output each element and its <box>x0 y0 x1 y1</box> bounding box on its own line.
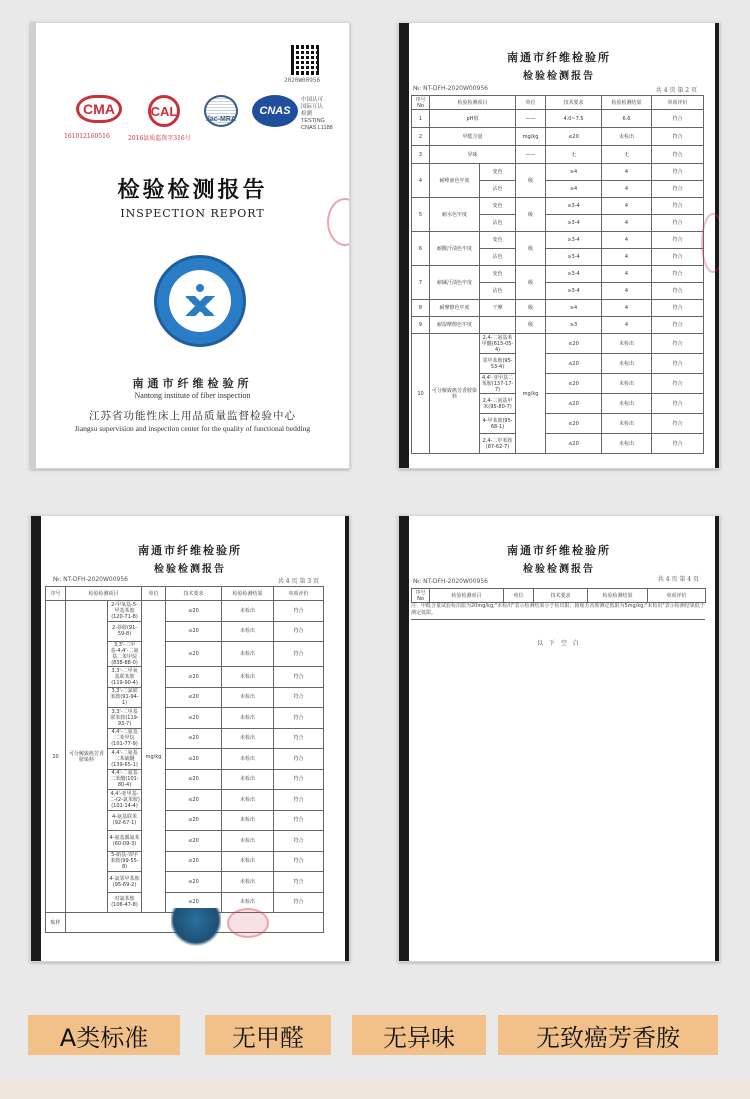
table-row <box>412 164 704 181</box>
table-cell: 耐摩擦色牢度 <box>430 300 480 317</box>
table-cell: 单项评价 <box>648 589 706 603</box>
feature-no-odor: 无异味 <box>352 1015 486 1055</box>
table-cell: 符合 <box>274 728 324 749</box>
table-header-row <box>412 96 704 110</box>
table-cell: 未检出 <box>222 601 274 622</box>
report-cover-page <box>30 22 350 469</box>
table-cell: 技术要求 <box>546 96 602 110</box>
table-cell: 6 <box>412 232 430 266</box>
report-page-2 <box>398 22 720 469</box>
table-cell: 符合 <box>274 790 324 811</box>
table-cell: 符合 <box>652 374 704 394</box>
table-cell: 无 <box>546 146 602 164</box>
table-cell: 符合 <box>652 414 704 434</box>
table-cell: 4-氯邻甲苯胺(95-69-2) <box>108 872 142 893</box>
table-cell: 未检出 <box>602 434 652 454</box>
table-cell: 异味 <box>430 146 516 164</box>
table-cell: 级 <box>516 300 546 317</box>
table-header-row <box>46 587 324 601</box>
report-page-3 <box>30 515 350 962</box>
red-stamp-icon <box>701 213 720 273</box>
table-cell: 可分解致癌芳香胺染料 <box>430 334 480 454</box>
table-cell: 4-甲苯胺(95-68-1) <box>480 414 516 434</box>
table-cell: 4 <box>602 181 652 198</box>
feature-no-formaldehyde: 无甲醛 <box>205 1015 331 1055</box>
page-indicator: 共 4 页 第 2 页 <box>655 87 697 94</box>
table-cell: 符合 <box>652 249 704 266</box>
table-cell: 符合 <box>274 810 324 831</box>
table-cell: —— <box>516 110 546 128</box>
table-cell: 符合 <box>274 872 324 893</box>
table-cell: 未检出 <box>602 354 652 374</box>
table-cell: ≤20 <box>546 334 602 354</box>
table-cell: 单项评价 <box>652 96 704 110</box>
table-cell: 对氯苯胺(106-47-8) <box>108 892 142 913</box>
table-cell: ≤20 <box>166 769 222 790</box>
table-cell: ≤20 <box>166 872 222 893</box>
table-cell: mg/kg <box>142 601 166 913</box>
table-row <box>412 232 704 249</box>
table-cell: 未检出 <box>222 667 274 688</box>
table-cell: 无 <box>602 146 652 164</box>
table-cell: 级 <box>516 164 546 198</box>
table-cell <box>480 317 516 334</box>
table-cell: 4 <box>412 164 430 198</box>
table-cell: 符合 <box>652 394 704 414</box>
table-cell: 技术要求 <box>534 589 588 603</box>
table-cell: 耐水色牢度 <box>430 198 480 232</box>
table-cell: 耐酸汗渍色牢度 <box>430 232 480 266</box>
table-cell: 未检出 <box>222 831 274 852</box>
table-cell: 符合 <box>652 300 704 317</box>
report-org: 南通市纤维检验所 <box>138 544 242 557</box>
table-cell: 检验检测项目 <box>430 589 504 603</box>
table-cell: 未检出 <box>222 851 274 872</box>
table-row <box>412 198 704 215</box>
table-cell: 耐碱汗渍色牢度 <box>430 266 480 300</box>
table-cell: 3,3'-二甲基联苯胺(119-93-7) <box>108 708 142 729</box>
table-cell: 2-萘胺(91-59-8) <box>108 621 142 642</box>
table-cell: 未检出 <box>222 769 274 790</box>
table-row <box>412 128 704 146</box>
table-cell: 4 <box>602 249 652 266</box>
table-cell: 符合 <box>274 621 324 642</box>
report-number: №: NT-DFH-2020W00956 <box>53 576 128 583</box>
table-cell: ≥3-4 <box>546 232 602 249</box>
table-cell: ≤20 <box>166 708 222 729</box>
table-cell: 级 <box>516 232 546 266</box>
page-indicator: 共 4 页 第 4 页 <box>657 576 699 583</box>
table-cell: ≥3-4 <box>546 215 602 232</box>
cnas-logo: CNAS <box>252 95 298 127</box>
report-title: 检验检测报告 <box>523 71 595 82</box>
table-cell: 符合 <box>274 708 324 729</box>
table-cell: ≤20 <box>166 851 222 872</box>
page-indicator: 共 4 页 第 3 页 <box>277 578 319 585</box>
cal-caption: 2016县质监资字316号 <box>128 135 191 142</box>
table-cell: 未检出 <box>222 790 274 811</box>
table-cell: 4-氨基偶氮苯(60-09-3) <box>108 831 142 852</box>
feature-a-class: A类标准 <box>28 1015 180 1055</box>
table-cell: 序号 No <box>412 96 430 110</box>
table-cell: 2,4-二甲苯胺(87-62-7) <box>480 434 516 454</box>
table-row <box>412 266 704 283</box>
table-cell: 符合 <box>652 266 704 283</box>
table-cell: ≤20 <box>546 434 602 454</box>
table-cell: 未检出 <box>222 621 274 642</box>
table-cell: 3,3'-二甲氧基联苯胺(119-90-4) <box>108 667 142 688</box>
table-cell: ≥3-4 <box>546 249 602 266</box>
table-cell: 4-氨基联苯(92-67-1) <box>108 810 142 831</box>
table-cell: 符合 <box>652 110 704 128</box>
table-cell: 未检出 <box>602 374 652 394</box>
table-cell: 未检出 <box>222 810 274 831</box>
cma-logo: CMA <box>76 95 122 123</box>
table-cell: 符合 <box>274 851 324 872</box>
table-cell: 符合 <box>274 892 324 913</box>
table-cell: 贴样 <box>46 913 66 933</box>
table-cell: 符合 <box>652 334 704 354</box>
table-cell: 4,4'-亚甲基二苯胺(137-17-7) <box>480 374 516 394</box>
center-name: 江苏省功能性床上用品质量监督检验中心 <box>89 410 296 422</box>
table-cell: ≤20 <box>166 810 222 831</box>
table-cell: ≥3-4 <box>546 283 602 300</box>
table-cell: 变色 <box>480 232 516 249</box>
table-cell: 4 <box>602 198 652 215</box>
table-cell: —— <box>516 146 546 164</box>
table-row <box>46 601 324 622</box>
table-cell: 符合 <box>652 354 704 374</box>
table-cell: ≤20 <box>166 790 222 811</box>
table-cell: pH值 <box>430 110 516 128</box>
table-row <box>412 300 704 317</box>
table-cell: 3,3'-二氯联苯胺(91-94-1) <box>108 687 142 708</box>
table-cell: 符合 <box>274 769 324 790</box>
report-note: 注：甲醛含量试验检出限为20mg/kg;"未检出"表示检测结果小于检出限；致癌芳香胺测定低限为5mg/kg;"未检出"表示检测结果低于测定低限。 <box>411 603 705 620</box>
report-title: 检验检测报告 <box>154 564 226 575</box>
table-cell: 级 <box>516 198 546 232</box>
results-table <box>411 588 706 603</box>
table-cell: 符合 <box>652 317 704 334</box>
table-cell: 4,4'-二氨基二苯硫醚(139-65-1) <box>108 749 142 770</box>
table-cell: 符合 <box>274 749 324 770</box>
table-cell: 符合 <box>274 667 324 688</box>
table-cell: 符合 <box>652 181 704 198</box>
table-cell: 未检出 <box>602 128 652 146</box>
table-cell: 符合 <box>274 601 324 622</box>
table-cell: 级 <box>516 266 546 300</box>
fabric-sample-image <box>171 908 221 948</box>
table-cell: ≤20 <box>546 414 602 434</box>
report-number: №: NT-DFH-2020W00956 <box>413 85 488 92</box>
table-cell: mg/kg <box>516 334 546 454</box>
table-cell: 4,4'-亚甲基-二-(2-氯苯胺)(101-14-4) <box>109 790 140 809</box>
table-cell: ≤20 <box>166 892 222 913</box>
table-cell: 未检出 <box>602 414 652 434</box>
table-cell: 1 <box>412 110 430 128</box>
table-cell: 符合 <box>652 128 704 146</box>
table-cell: 10 <box>46 601 66 913</box>
table-cell: 可分解致癌芳香胺染料 <box>66 601 108 913</box>
table-cell: ≤20 <box>546 354 602 374</box>
table-cell: 9 <box>412 317 430 334</box>
table-cell: 10 <box>412 334 430 454</box>
table-cell: 2,4-二氨基苯甲醚(615-05-4) <box>480 334 516 354</box>
table-cell: 未检出 <box>222 728 274 749</box>
table-cell: 甲醛含量 <box>430 128 516 146</box>
table-cell: 符合 <box>652 283 704 300</box>
table-cell: 符合 <box>652 198 704 215</box>
table-cell: 变色 <box>480 266 516 283</box>
table-cell: 技术要求 <box>166 587 222 601</box>
table-cell: 4 <box>602 164 652 181</box>
table-cell: 变色 <box>480 164 516 181</box>
table-cell: 干摩 <box>480 300 516 317</box>
table-cell: ≤20 <box>546 394 602 414</box>
table-cell: 4 <box>602 300 652 317</box>
table-cell: ≥4 <box>546 164 602 181</box>
table-cell: 沾色 <box>480 215 516 232</box>
table-cell: 4.0~7.5 <box>546 110 602 128</box>
table-cell: 4 <box>602 215 652 232</box>
report-page-4 <box>398 515 720 962</box>
table-cell: 单位 <box>142 587 166 601</box>
table-cell: 未检出 <box>222 708 274 729</box>
table-cell: 3 <box>412 146 430 164</box>
organization-name-en: Nantong institute of fiber inspection <box>134 391 251 400</box>
table-cell: ≥4 <box>546 181 602 198</box>
table-cell: ≥4 <box>546 300 602 317</box>
table-cell: 符合 <box>652 434 704 454</box>
table-cell: 4,4'-二氨基二苯醚(101-80-4) <box>108 769 142 790</box>
table-cell: 未检出 <box>222 749 274 770</box>
table-cell: ≤20 <box>166 687 222 708</box>
table-cell: ≤20 <box>166 831 222 852</box>
table-cell: 单位 <box>504 589 534 603</box>
table-cell: 未检出 <box>222 642 274 667</box>
table-cell: 检验检测项目 <box>66 587 142 601</box>
table-cell: mg/kg <box>516 128 546 146</box>
table-cell: 2,4-二氨基甲苯(95-80-7) <box>480 394 516 414</box>
table-row <box>412 334 704 354</box>
table-cell: 3,3'-二甲基-4,4'-二氨基二苯甲烷(838-88-0) <box>108 642 142 667</box>
table-cell: ≤20 <box>546 128 602 146</box>
table-cell: 4 <box>602 266 652 283</box>
table-cell: 沾色 <box>480 181 516 198</box>
table-cell: 单项评价 <box>274 587 324 601</box>
ilac-mra-logo: ilac-MRA <box>204 95 238 127</box>
bottom-band <box>0 1080 750 1099</box>
table-cell: 未检出 <box>602 394 652 414</box>
table-cell: 未检出 <box>602 334 652 354</box>
table-cell: 检验检测结果 <box>602 96 652 110</box>
table-cell: ≤20 <box>166 642 222 667</box>
table-row <box>412 317 704 334</box>
table-cell: 4,4'-二氨基二苯甲烷(101-77-9) <box>108 728 142 749</box>
table-cell: 序号 <box>46 587 66 601</box>
table-cell: 符合 <box>274 687 324 708</box>
table-cell: 符合 <box>274 831 324 852</box>
report-org: 南通市纤维检验所 <box>507 51 611 64</box>
qr-number: 2020W00956 <box>284 77 321 84</box>
table-row <box>412 110 704 128</box>
organization-name: 南通市纤维检验所 <box>132 377 253 390</box>
table-cell: ≤20 <box>546 374 602 394</box>
table-cell: 7 <box>412 266 430 300</box>
table-cell: ≤20 <box>166 621 222 642</box>
institute-seal-icon <box>154 255 246 347</box>
table-cell: 沾色 <box>480 283 516 300</box>
table-cell: 检验检测结果 <box>222 587 274 601</box>
table-cell: 4 <box>602 283 652 300</box>
table-cell: 5 <box>412 198 430 232</box>
table-cell: 8 <box>412 300 430 317</box>
table-cell: ≤20 <box>166 728 222 749</box>
table-cell: 符合 <box>652 215 704 232</box>
table-cell: 检验检测结果 <box>588 589 648 603</box>
cnas-text: 中国认可 国际互认 检测 TESTING CNAS L1188 <box>301 97 333 131</box>
report-title: 检验检测报告 <box>523 564 595 575</box>
table-cell: ≥3-4 <box>546 266 602 283</box>
red-stamp-icon <box>327 198 350 246</box>
table-cell: 2-甲氧基-5-甲基苯胺(120-71-8) <box>108 601 142 622</box>
table-cell: 未检出 <box>222 892 274 913</box>
table-cell: 耐湿摩擦色牢度 <box>430 317 480 334</box>
table-cell: ≥3 <box>546 317 602 334</box>
red-stamp-icon <box>227 908 269 938</box>
table-cell: 邻甲苯胺(95-53-4) <box>480 354 516 374</box>
table-cell: 4 <box>602 317 652 334</box>
table-cell: 沾色 <box>480 249 516 266</box>
table-row <box>412 146 704 164</box>
table-cell: 未检出 <box>222 687 274 708</box>
table-cell: 4 <box>602 232 652 249</box>
results-table <box>45 586 324 933</box>
table-cell: 级 <box>516 317 546 334</box>
cover-subtitle: INSPECTION REPORT <box>120 207 265 220</box>
table-cell: 单位 <box>516 96 546 110</box>
center-name-en: Jiangsu supervision and inspection center for the quality of functional bedding <box>74 424 311 433</box>
table-cell: 符合 <box>652 164 704 181</box>
table-cell: 2 <box>412 128 430 146</box>
table-header-row <box>412 589 706 603</box>
table-cell: 符合 <box>274 642 324 667</box>
table-cell: ≤20 <box>166 749 222 770</box>
blank-marker: 以 下 空 白 <box>537 640 581 647</box>
table-cell: ≤20 <box>166 601 222 622</box>
table-cell: 检验检测项目 <box>430 96 516 110</box>
table-cell: 变色 <box>480 198 516 215</box>
table-cell: 序号 No <box>412 589 430 603</box>
report-number: №: NT-DFH-2020W00956 <box>413 578 488 585</box>
certification-logos <box>56 95 346 155</box>
table-cell: 未检出 <box>222 872 274 893</box>
cover-title: 检验检测报告 <box>117 177 268 203</box>
table-cell: 符合 <box>652 232 704 249</box>
table-cell: 6.6 <box>602 110 652 128</box>
feature-no-carcinogenic-amine: 无致癌芳香胺 <box>498 1015 718 1055</box>
results-table <box>411 95 704 454</box>
table-cell: 符合 <box>652 146 704 164</box>
table-cell: 耐唾液色牢度 <box>430 164 480 198</box>
table-cell: ≥3-4 <box>546 198 602 215</box>
table-cell: ≤20 <box>166 667 222 688</box>
cal-logo: CAL <box>148 95 180 127</box>
qr-code-icon <box>291 45 321 75</box>
table-cell: 5-硝基-邻甲苯胺(99-55-8) <box>108 851 142 872</box>
report-org: 南通市纤维检验所 <box>507 544 611 557</box>
cma-caption: 161012160516 <box>64 133 110 140</box>
